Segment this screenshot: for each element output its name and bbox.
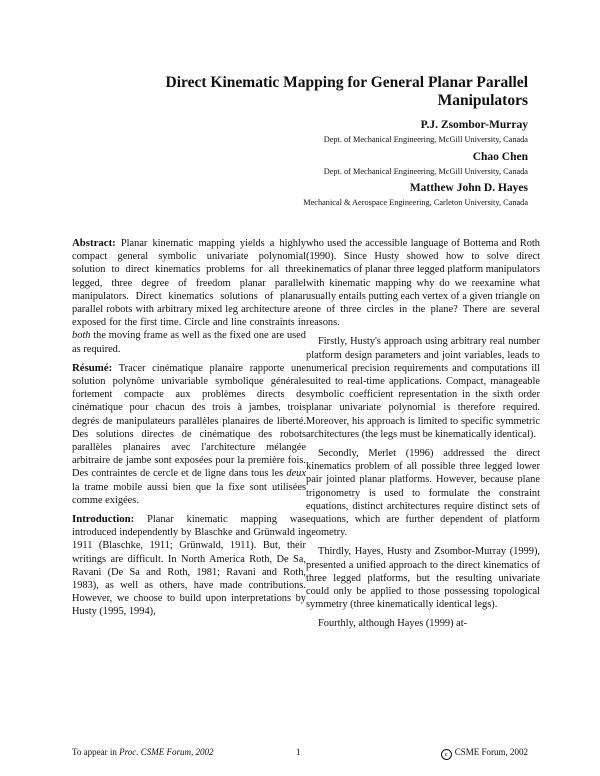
abstract-text: Planar kinematic mapping yields a highly compact general symbolic univariate polynomial solution to direct kinematics problems for all three legged, three degree of freedom planar parallel manipulators. Direct kinematics solutions of planar parallel robots with arbitrary mixed leg architecture are exposed for the first time. Circle and line constraints in — [72, 238, 306, 329]
paragraph: Firstly, Husty's approach using arbitrary real number platform design parameters and joint variables, leads to numerical precision requirements and computations ill suited to real-time applications. Compact, manageable symbolic coefficient representation in the sixth order planar univariate polynomial is therefore required. Moreover, his approach is limited to specific symmetric architectures (the legs must be kinematically identical). — [306, 336, 540, 440]
paragraph: Thirdly, Hayes, Husty and Zsombor-Murray (1999), presented a unified approach to the direct kinematics of three legged platforms, but the resulting univariate could only be applied to those possessing topological symmetry (three kinematically identical legs). — [306, 546, 540, 611]
introduction-label: Introduction: — [72, 513, 135, 526]
author-name: Matthew John D. Hayes — [409, 182, 528, 194]
abstract — [72, 237, 306, 356]
author-name: Chao Chen — [472, 151, 528, 163]
right-column — [306, 237, 540, 637]
abstract-text-end: the moving frame as well as the fixed one are used as required. — [72, 330, 306, 355]
abstract-label: Abstract: — [72, 237, 116, 249]
resume-label: Résumé: — [72, 361, 113, 374]
paragraph: Fourthly, although Hayes (1999) at- — [318, 618, 468, 630]
left-column — [72, 237, 306, 625]
introduction — [72, 513, 306, 619]
author-affiliation: Mechanical & Aerospace Engineering, Carleton University, Canada — [303, 198, 528, 207]
resume — [72, 362, 306, 507]
copyright-icon: c — [441, 749, 452, 760]
introduction-text: Planar kinematic mapping was introduced independently by Blaschke and Grünwald in 1911 (Blaschke, 1911; Grünwald, 1911). But, their writings are difficult. In North America Roth, De Sa, Ravani (De Sa and Roth, 1981; Ravani and Roth, 1983), as well as others, have made contributions. However, we choose to build upon interpretations by Husty (1995, 1994), — [72, 514, 306, 618]
resume-text: Tracer cinématique planaire rapporte une solution polynôme univariable symbolique générale fortement compacte aux problèmes directs de cinématique pour chacun des trois à jambes, trois degrés de manipulateurs parallèles planaires de liberté. Des solutions directes de cinématique des robots parallèles planaires avec l'architecture mélangée arbitraire de jambe sont exposées pour la première fois. Des contraintes de cercle et de ligne dans tous les — [72, 362, 306, 480]
paper-title: Direct Kinematic Mapping for General Planar Parallel Manipulators — [165, 74, 528, 109]
footer-right — [441, 747, 528, 760]
resume-emphasis: deux — [286, 468, 306, 480]
footer-copyright: CSME Forum, 2002 — [454, 747, 528, 757]
footer-venue: Proc. CSME Forum, 2002 — [119, 747, 214, 757]
author-affiliation: Dept. of Mechanical Engineering, McGill University, Canada — [323, 135, 528, 144]
resume-text-end: la trame mobile aussi bien que la fixe sont utilisées comme exigées. — [72, 481, 306, 506]
author-affiliation: Dept. of Mechanical Engineering, McGill University, Canada — [323, 167, 528, 176]
abstract-emphasis: both — [72, 330, 91, 342]
footer-left — [72, 747, 214, 758]
author-name: P.J. Zsombor-Murray — [420, 119, 528, 131]
page-number: 1 — [296, 747, 301, 757]
paragraph: who used the accessible language of Bottema and Roth (1990). Since Husty showed how to solve direct kinematics of planar three legged platform manipulators with kinematic mapping why do we reexamine what usually entails putting each vertex of a given triangle on one of three circles in the plane? There are several reasons. — [306, 238, 540, 329]
footer-prefix: To appear in — [72, 747, 120, 757]
paragraph: Secondly, Merlet (1996) addressed the direct kinematics problem of all possible three legged lower pair jointed planar platforms. However, because plane trigonometry is used to formulate the constraint equations, distinct architectures require distinct sets of equations, which are further dependent of platform geometry. — [306, 448, 540, 539]
